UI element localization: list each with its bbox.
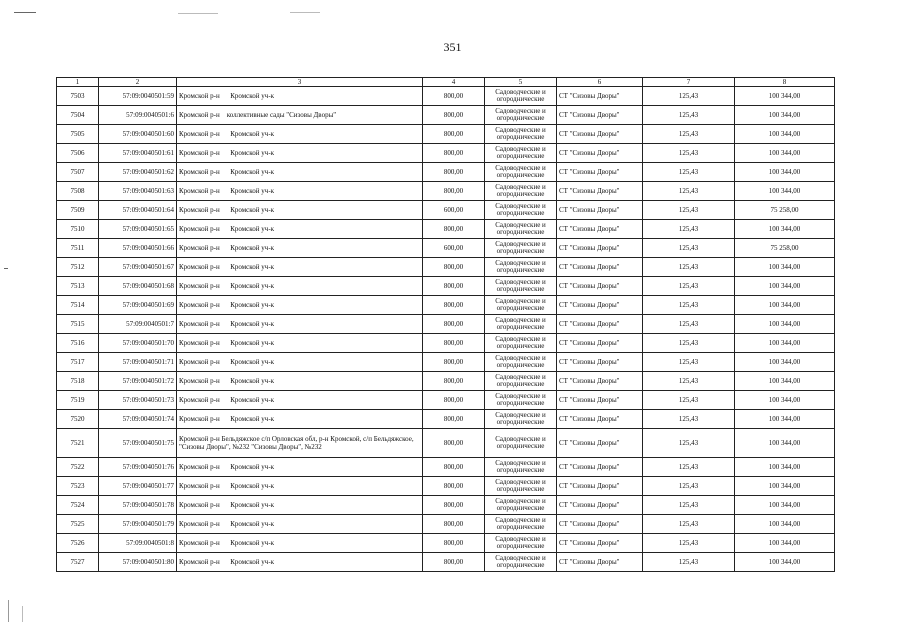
land-use-cell: Садоводческие и огороднические (485, 87, 557, 106)
owner-cell: СТ "Сизовы Дворы" (557, 201, 643, 220)
rate-cell: 125,43 (643, 315, 735, 334)
cadastral-value-cell: 100 344,00 (735, 372, 835, 391)
rate-cell: 125,43 (643, 201, 735, 220)
rate-cell: 125,43 (643, 458, 735, 477)
land-use-cell: Садоводческие и огороднические (485, 125, 557, 144)
row-number-cell: 7508 (57, 182, 99, 201)
area-cell: 800,00 (423, 429, 485, 458)
column-header: 7 (643, 78, 735, 87)
rate-cell: 125,43 (643, 144, 735, 163)
area-cell: 800,00 (423, 220, 485, 239)
row-number-cell: 7522 (57, 458, 99, 477)
land-use-cell: Садоводческие и огороднические (485, 258, 557, 277)
address-cell: Кромской р-н Кромской уч-к (177, 496, 423, 515)
area-cell: 800,00 (423, 410, 485, 429)
row-number-cell: 7518 (57, 372, 99, 391)
owner-cell: СТ "Сизовы Дворы" (557, 315, 643, 334)
land-use-cell: Садоводческие и огороднические (485, 477, 557, 496)
table-row (57, 296, 835, 315)
cadastral-value-cell: 100 344,00 (735, 515, 835, 534)
cadastral-number-cell: 57:09:0040501:67 (99, 258, 177, 277)
cadastral-value-cell: 100 344,00 (735, 315, 835, 334)
rate-cell: 125,43 (643, 277, 735, 296)
address-cell: Кромской р-н Кромской уч-к (177, 296, 423, 315)
row-number-cell: 7521 (57, 429, 99, 458)
cadastral-number-cell: 57:09:0040501:78 (99, 496, 177, 515)
land-use-cell: Садоводческие и огороднические (485, 239, 557, 258)
scan-mark (290, 12, 320, 13)
cadastral-value-cell: 100 344,00 (735, 496, 835, 515)
area-cell: 800,00 (423, 515, 485, 534)
rate-cell: 125,43 (643, 515, 735, 534)
area-cell: 800,00 (423, 315, 485, 334)
cadastral-number-cell: 57:09:0040501:80 (99, 553, 177, 572)
owner-cell: СТ "Сизовы Дворы" (557, 553, 643, 572)
address-cell: Кромской р-н Кромской уч-к (177, 315, 423, 334)
row-number-cell: 7506 (57, 144, 99, 163)
cadastral-value-cell: 100 344,00 (735, 553, 835, 572)
row-number-cell: 7507 (57, 163, 99, 182)
address-cell: Кромской р-н коллективные сады "Сизовы Дворы" (177, 106, 423, 125)
scan-mark (14, 12, 36, 13)
area-cell: 800,00 (423, 163, 485, 182)
cadastral-value-cell: 100 344,00 (735, 163, 835, 182)
rate-cell: 125,43 (643, 87, 735, 106)
cadastral-value-cell: 100 344,00 (735, 106, 835, 125)
address-cell: Кромской р-н Кромской уч-к (177, 458, 423, 477)
area-cell: 800,00 (423, 277, 485, 296)
land-use-cell: Садоводческие и огороднические (485, 515, 557, 534)
cadastral-number-cell: 57:09:0040501:77 (99, 477, 177, 496)
land-use-cell: Садоводческие и огороднические (485, 315, 557, 334)
row-number-cell: 7512 (57, 258, 99, 277)
table-row (57, 239, 835, 258)
land-use-cell: Садоводческие и огороднические (485, 163, 557, 182)
table-row (57, 201, 835, 220)
area-cell: 800,00 (423, 182, 485, 201)
cadastral-number-cell: 57:09:0040501:71 (99, 353, 177, 372)
column-header: 8 (735, 78, 835, 87)
area-cell: 800,00 (423, 106, 485, 125)
cadastral-value-cell: 100 344,00 (735, 353, 835, 372)
cadastral-value-cell: 100 344,00 (735, 534, 835, 553)
area-cell: 800,00 (423, 334, 485, 353)
rate-cell: 125,43 (643, 239, 735, 258)
register-table (56, 77, 835, 572)
cadastral-number-cell: 57:09:0040501:62 (99, 163, 177, 182)
row-number-cell: 7520 (57, 410, 99, 429)
address-cell: Кромской р-н Кромской уч-к (177, 277, 423, 296)
owner-cell: СТ "Сизовы Дворы" (557, 515, 643, 534)
table-row (57, 410, 835, 429)
address-cell: Кромской р-н Кромской уч-к (177, 553, 423, 572)
table-row (57, 372, 835, 391)
column-header: 1 (57, 78, 99, 87)
row-number-cell: 7527 (57, 553, 99, 572)
row-number-cell: 7526 (57, 534, 99, 553)
cadastral-number-cell: 57:09:0040501:7 (99, 315, 177, 334)
cadastral-value-cell: 100 344,00 (735, 87, 835, 106)
cadastral-number-cell: 57:09:0040501:69 (99, 296, 177, 315)
rate-cell: 125,43 (643, 125, 735, 144)
land-use-cell: Садоводческие и огороднические (485, 277, 557, 296)
owner-cell: СТ "Сизовы Дворы" (557, 144, 643, 163)
table-row (57, 515, 835, 534)
column-header: 2 (99, 78, 177, 87)
table-row (57, 144, 835, 163)
row-number-cell: 7510 (57, 220, 99, 239)
rate-cell: 125,43 (643, 391, 735, 410)
rate-cell: 125,43 (643, 410, 735, 429)
area-cell: 800,00 (423, 87, 485, 106)
owner-cell: СТ "Сизовы Дворы" (557, 125, 643, 144)
address-cell: Кромской р-н Кромской уч-к (177, 125, 423, 144)
table-row (57, 477, 835, 496)
owner-cell: СТ "Сизовы Дворы" (557, 353, 643, 372)
cadastral-number-cell: 57:09:0040501:76 (99, 458, 177, 477)
cadastral-value-cell: 100 344,00 (735, 125, 835, 144)
row-number-cell: 7524 (57, 496, 99, 515)
land-use-cell: Садоводческие и огороднические (485, 391, 557, 410)
land-use-cell: Садоводческие и огороднические (485, 220, 557, 239)
table-row (57, 277, 835, 296)
address-cell: Кромской р-н Кромской уч-к (177, 220, 423, 239)
area-cell: 800,00 (423, 496, 485, 515)
table-row (57, 163, 835, 182)
address-cell: Кромской р-н Кромской уч-к (177, 334, 423, 353)
table-row (57, 258, 835, 277)
area-cell: 600,00 (423, 239, 485, 258)
land-use-cell: Садоводческие и огороднические (485, 296, 557, 315)
rate-cell: 125,43 (643, 182, 735, 201)
cadastral-number-cell: 57:09:0040501:70 (99, 334, 177, 353)
address-cell: Кромской р-н Кромской уч-к (177, 515, 423, 534)
owner-cell: СТ "Сизовы Дворы" (557, 477, 643, 496)
table-row (57, 106, 835, 125)
row-number-cell: 7511 (57, 239, 99, 258)
area-cell: 800,00 (423, 258, 485, 277)
row-number-cell: 7519 (57, 391, 99, 410)
cadastral-number-cell: 57:09:0040501:74 (99, 410, 177, 429)
land-use-cell: Садоводческие и огороднические (485, 429, 557, 458)
owner-cell: СТ "Сизовы Дворы" (557, 182, 643, 201)
cadastral-value-cell: 100 344,00 (735, 220, 835, 239)
area-cell: 800,00 (423, 391, 485, 410)
rate-cell: 125,43 (643, 429, 735, 458)
owner-cell: СТ "Сизовы Дворы" (557, 220, 643, 239)
land-use-cell: Садоводческие и огороднические (485, 106, 557, 125)
owner-cell: СТ "Сизовы Дворы" (557, 410, 643, 429)
cadastral-number-cell: 57:09:0040501:59 (99, 87, 177, 106)
cadastral-number-cell: 57:09:0040501:79 (99, 515, 177, 534)
address-cell: Кромской р-н Бельдяжское с/п Орловская обл, р-н Кромской, с/п Бельдяжское, "Сизовы Дворы", №232 "Сизовы Дворы", №232 (177, 429, 423, 458)
owner-cell: СТ "Сизовы Дворы" (557, 391, 643, 410)
owner-cell: СТ "Сизовы Дворы" (557, 296, 643, 315)
cadastral-number-cell: 57:09:0040501:60 (99, 125, 177, 144)
cadastral-number-cell: 57:09:0040501:63 (99, 182, 177, 201)
table-row (57, 125, 835, 144)
owner-cell: СТ "Сизовы Дворы" (557, 534, 643, 553)
cadastral-value-cell: 100 344,00 (735, 458, 835, 477)
owner-cell: СТ "Сизовы Дворы" (557, 458, 643, 477)
rate-cell: 125,43 (643, 163, 735, 182)
address-cell: Кромской р-н Кромской уч-к (177, 87, 423, 106)
address-cell: Кромской р-н Кромской уч-к (177, 477, 423, 496)
area-cell: 800,00 (423, 477, 485, 496)
row-number-cell: 7514 (57, 296, 99, 315)
owner-cell: СТ "Сизовы Дворы" (557, 429, 643, 458)
rate-cell: 125,43 (643, 258, 735, 277)
cadastral-number-cell: 57:09:0040501:68 (99, 277, 177, 296)
owner-cell: СТ "Сизовы Дворы" (557, 496, 643, 515)
address-cell: Кромской р-н Кромской уч-к (177, 182, 423, 201)
cadastral-value-cell: 100 344,00 (735, 144, 835, 163)
cadastral-number-cell: 57:09:0040501:75 (99, 429, 177, 458)
row-number-cell: 7513 (57, 277, 99, 296)
land-use-cell: Садоводческие и огороднические (485, 553, 557, 572)
cadastral-value-cell: 100 344,00 (735, 277, 835, 296)
address-cell: Кромской р-н Кромской уч-к (177, 410, 423, 429)
row-number-cell: 7523 (57, 477, 99, 496)
cadastral-number-cell: 57:09:0040501:64 (99, 201, 177, 220)
cadastral-number-cell: 57:09:0040501:73 (99, 391, 177, 410)
cadastral-number-cell: 57:09:0040501:65 (99, 220, 177, 239)
row-number-cell: 7504 (57, 106, 99, 125)
address-cell: Кромской р-н Кромской уч-к (177, 534, 423, 553)
row-number-cell: 7517 (57, 353, 99, 372)
land-use-cell: Садоводческие и огороднические (485, 410, 557, 429)
cadastral-number-cell: 57:09:0040501:66 (99, 239, 177, 258)
column-header: 3 (177, 78, 423, 87)
area-cell: 800,00 (423, 372, 485, 391)
rate-cell: 125,43 (643, 477, 735, 496)
rate-cell: 125,43 (643, 534, 735, 553)
cadastral-value-cell: 75 258,00 (735, 239, 835, 258)
owner-cell: СТ "Сизовы Дворы" (557, 372, 643, 391)
row-number-cell: 7503 (57, 87, 99, 106)
table-row (57, 315, 835, 334)
scan-mark (4, 268, 8, 269)
cadastral-value-cell: 100 344,00 (735, 391, 835, 410)
rate-cell: 125,43 (643, 496, 735, 515)
table-row (57, 458, 835, 477)
cadastral-number-cell: 57:09:0040501:72 (99, 372, 177, 391)
cadastral-value-cell: 100 344,00 (735, 429, 835, 458)
land-use-cell: Садоводческие и огороднические (485, 534, 557, 553)
scan-mark (22, 606, 23, 622)
column-header: 6 (557, 78, 643, 87)
row-number-cell: 7505 (57, 125, 99, 144)
area-cell: 800,00 (423, 353, 485, 372)
scan-mark (8, 600, 9, 622)
cadastral-value-cell: 100 344,00 (735, 334, 835, 353)
column-header: 5 (485, 78, 557, 87)
table-row (57, 182, 835, 201)
scan-mark (178, 13, 218, 14)
cadastral-value-cell: 100 344,00 (735, 477, 835, 496)
land-use-cell: Садоводческие и огороднические (485, 353, 557, 372)
table-row (57, 87, 835, 106)
cadastral-value-cell: 100 344,00 (735, 258, 835, 277)
cadastral-number-cell: 57:09:0040501:61 (99, 144, 177, 163)
table-row (57, 353, 835, 372)
cadastral-value-cell: 75 258,00 (735, 201, 835, 220)
address-cell: Кромской р-н Кромской уч-к (177, 372, 423, 391)
rate-cell: 125,43 (643, 372, 735, 391)
page-number: 351 (443, 40, 462, 54)
rate-cell: 125,43 (643, 353, 735, 372)
owner-cell: СТ "Сизовы Дворы" (557, 258, 643, 277)
row-number-cell: 7515 (57, 315, 99, 334)
land-use-cell: Садоводческие и огороднические (485, 144, 557, 163)
address-cell: Кромской р-н Кромской уч-к (177, 391, 423, 410)
table-row (57, 496, 835, 515)
table-row (57, 534, 835, 553)
row-number-cell: 7509 (57, 201, 99, 220)
table-row (57, 553, 835, 572)
rate-cell: 125,43 (643, 296, 735, 315)
owner-cell: СТ "Сизовы Дворы" (557, 106, 643, 125)
table-row (57, 220, 835, 239)
land-use-cell: Садоводческие и огороднические (485, 372, 557, 391)
area-cell: 800,00 (423, 458, 485, 477)
rate-cell: 125,43 (643, 220, 735, 239)
cadastral-value-cell: 100 344,00 (735, 410, 835, 429)
land-use-cell: Садоводческие и огороднические (485, 496, 557, 515)
address-cell: Кромской р-н Кромской уч-к (177, 239, 423, 258)
column-header: 4 (423, 78, 485, 87)
land-use-cell: Садоводческие и огороднические (485, 182, 557, 201)
address-cell: Кромской р-н Кромской уч-к (177, 144, 423, 163)
land-use-cell: Садоводческие и огороднические (485, 201, 557, 220)
rate-cell: 125,43 (643, 334, 735, 353)
address-cell: Кромской р-н Кромской уч-к (177, 201, 423, 220)
area-cell: 800,00 (423, 296, 485, 315)
owner-cell: СТ "Сизовы Дворы" (557, 163, 643, 182)
area-cell: 800,00 (423, 534, 485, 553)
land-use-cell: Садоводческие и огороднические (485, 334, 557, 353)
area-cell: 600,00 (423, 201, 485, 220)
table-row (57, 334, 835, 353)
cadastral-value-cell: 100 344,00 (735, 296, 835, 315)
row-number-cell: 7525 (57, 515, 99, 534)
owner-cell: СТ "Сизовы Дворы" (557, 87, 643, 106)
land-use-cell: Садоводческие и огороднические (485, 458, 557, 477)
address-cell: Кромской р-н Кромской уч-к (177, 258, 423, 277)
owner-cell: СТ "Сизовы Дворы" (557, 239, 643, 258)
table-row (57, 429, 835, 458)
address-cell: Кромской р-н Кромской уч-к (177, 353, 423, 372)
header-row (57, 78, 835, 87)
address-cell: Кромской р-н Кромской уч-к (177, 163, 423, 182)
rate-cell: 125,43 (643, 553, 735, 572)
rate-cell: 125,43 (643, 106, 735, 125)
area-cell: 800,00 (423, 144, 485, 163)
table-row (57, 391, 835, 410)
owner-cell: СТ "Сизовы Дворы" (557, 277, 643, 296)
cadastral-number-cell: 57:09:0040501:6 (99, 106, 177, 125)
cadastral-value-cell: 100 344,00 (735, 182, 835, 201)
row-number-cell: 7516 (57, 334, 99, 353)
owner-cell: СТ "Сизовы Дворы" (557, 334, 643, 353)
area-cell: 800,00 (423, 125, 485, 144)
area-cell: 800,00 (423, 553, 485, 572)
cadastral-number-cell: 57:09:0040501:8 (99, 534, 177, 553)
